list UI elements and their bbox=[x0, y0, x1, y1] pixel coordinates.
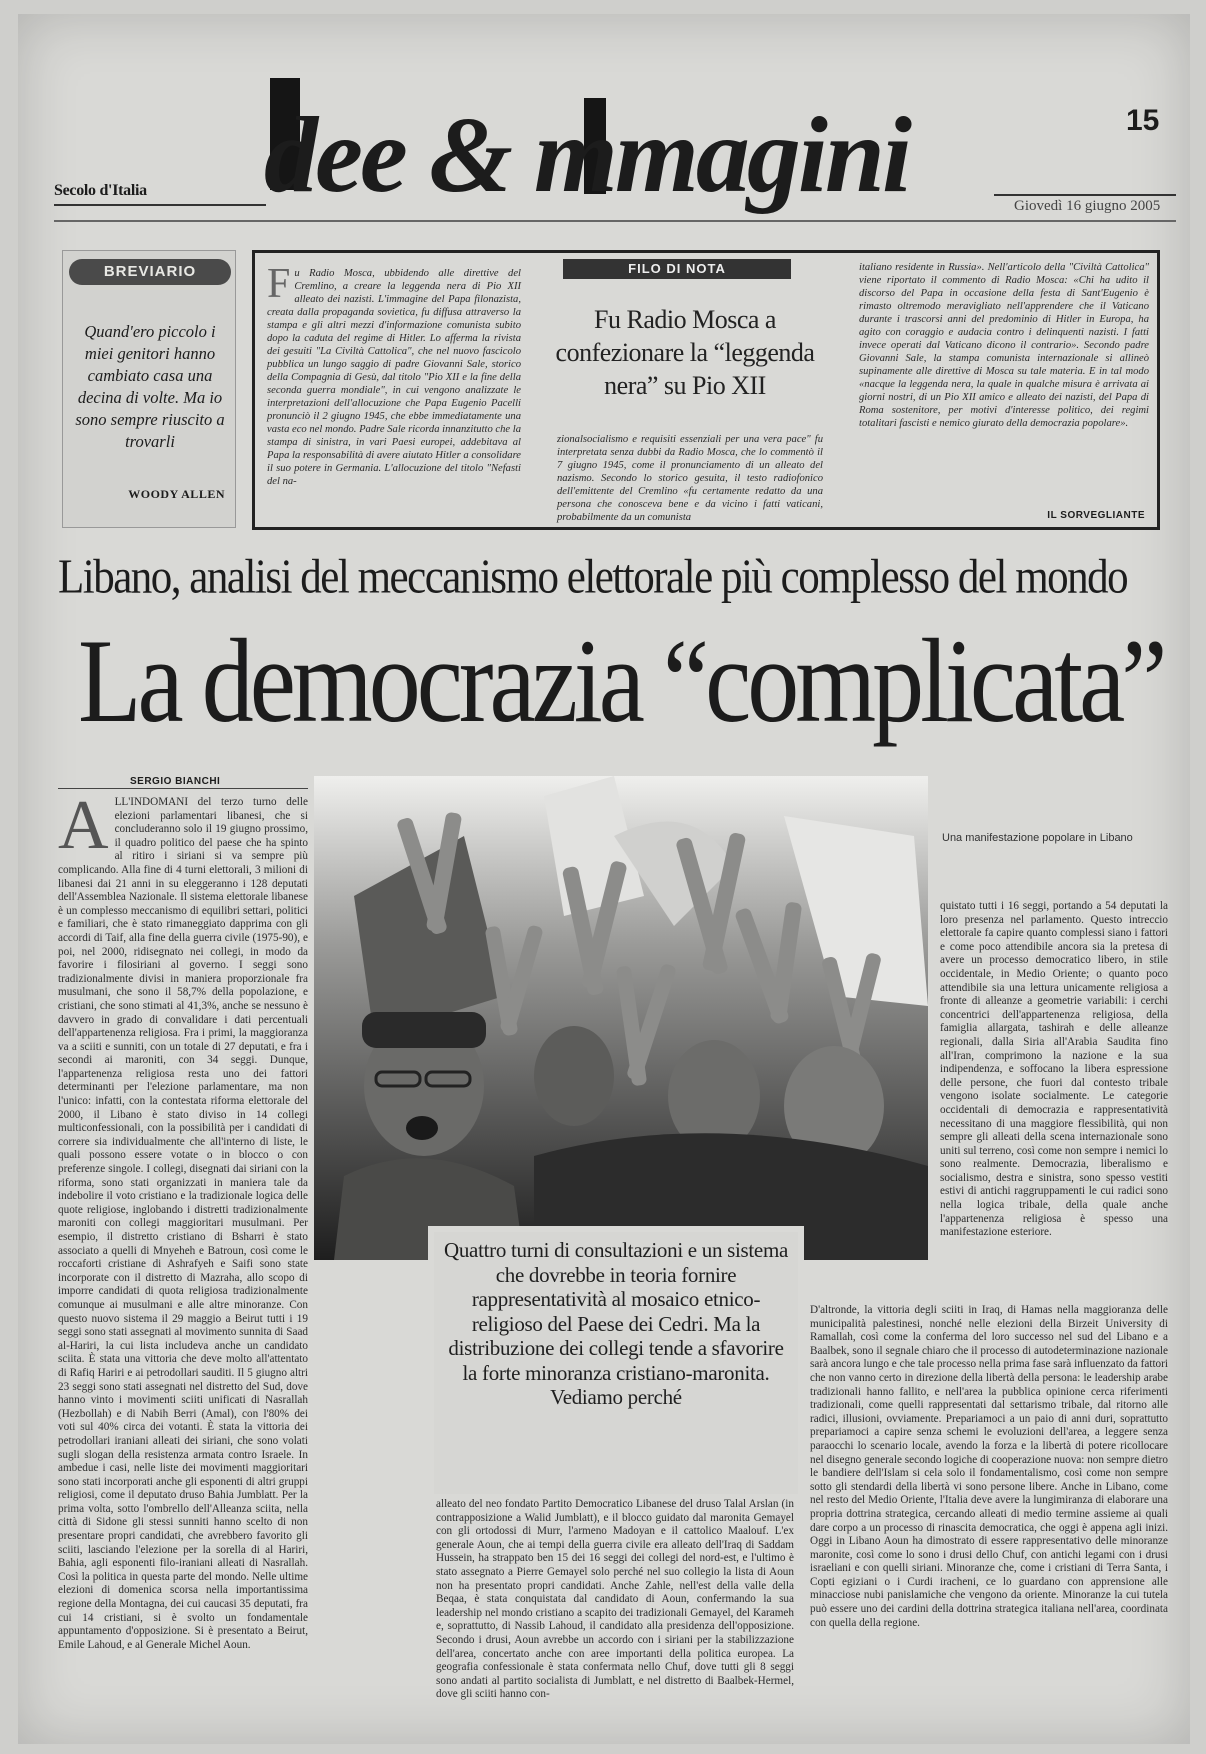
article-text-left: LL'INDOMANI del terzo turno delle elezioni parlamentari libanesi, che si concluderanno solo il 19 giugno prossimo, il quadro politico del paese che ha spinto al ritiro i siriani si va sempre più complicando. Alla fine di 4 turni elettorali, 3 milioni di libanesi dai 21 anni in su eleggeranno i 128 deputati dell'Assemblea Nazionale. Il sistema elettorale libanese è un complesso meccanismo di equilibri settari, politici e familiari, che è stato rimaneggiato dapprima con gli accordi di Taif, alla fine della guerra civile (1975-90), e poi, nel 2000, ridisegnato nei collegi, in modo da favorire i filosiriani al governo. I seggi sono tradizionalmente divisi in maniera proporzionale fra musulmani, che sono il 58,7% della popolazione, e cristiani, che sono stimati al 41,3%, anche se nessuno è davvero in grado di convalidare i dati percentuali dell'appartenenza religiosa. Fra i primi, la maggioranza va a sciiti e sunniti, con un totale di 27 deputati, e fra i secondi ai maroniti, con 34 seggi. Dunque, l'appartenenza religiosa resta uno dei fattori determinanti per l'elezione parlamentare, ma non l'unico: infatti, con la contestata riforma elettorale del 2000, il Libano è stato diviso in 14 collegi multiconfessionali, con la possibilità per i candidati di correre sia individualmente che all'interno di liste, le quali possono essere votate o in blocco o con preferenze singole. I collegi, disegnati dai siriani con la riforma, sono stati organizzati in maniera tale da indebolire il voto cristiano e la tradizionale logica delle quote religiose, inglobando i distretti tradizionalmente maroniti con collegi maggioritari musulmani. Per esempio, il distretto cristiano di Bsharri è stato associato a quelli di Mnyeheh e Batroun, così come le roccaforti cristiane di Ashrafyeh e Saifi sono state incorporate con il distretto di Mazraha, allo scopo di imporre candidati di quota religiosa tradizionalmente comunque ai musulmani e alle altre minoranze. Con questo nuovo sistema il 29 maggio a Beirut tutti i 19 seggi sono stati assegnati al movimento sunnita di Saad al-Hariri, la cui lista includeva anche un candidato sciita. È stata una vittoria che deve molto all'attentato di Rafiq Hariri e ai petrodollari sauditi. Il 5 giugno altri 23 seggi sono stati assegnati nel distretto del Sud, dove hanno vinto i movimenti sciiti unificati di Nasrallah (Hezbollah) e di Nabih Berri (Amal), con l'80% dei voti sul 40% circa dei votanti. È stata la vittoria dei petrodollari iraniani alleati dei siriani, che sono volati sugli slogan della resistenza armata contro Israele. In ambedue i casi, nelle liste dei movimenti maggioritari sono stati incorporati anche gli esponenti di altri gruppi religiosi, come il deputato druso Bahia Jumblatt. Per la prima volta, sotto l'ombrello dell'Alleanza sciita, nella città di Sidone gli stessi sunniti hanno scelto di non presentare propri candidati, che avrebbero favorito gli sciiti, lasciando l'elezione per la sorella di al Hariri, Bahia, agli esponenti filo-iraniani alleati di Nasrallah. Così la politica in questa parte del mondo. Nelle ultime elezioni di domenica scorsa nella importantissima regione della Montagna, dei cui caucasi 35 deputati, fra cui 14 cristiani, si è svolto un fondamentale appuntamento d'opposizione. Si è presentato a Beirut, Emile Lahoud, e al Generale Michel Aoun. bbox=[58, 796, 308, 1651]
article-headline: La democrazia “complicata” bbox=[78, 615, 1164, 748]
masthead-divider bbox=[54, 220, 1176, 222]
paper-name: Secolo d'Italia bbox=[54, 182, 147, 199]
protest-photo bbox=[314, 776, 928, 1260]
masthead-divider bbox=[994, 194, 1176, 196]
section-title: dee & mmagini bbox=[264, 96, 909, 215]
pull-quote bbox=[434, 1232, 798, 1494]
byline-divider bbox=[58, 788, 308, 789]
article-kicker: Libano, analisi del meccanismo elettorale più complesso del mondo bbox=[58, 551, 1128, 604]
article-column-right: quistato tutti i 16 seggi, portando a 54 deputati la loro presenza nel parlamento. Questo intreccio elettorale fa capire quanto complessi siano i fattori e come poco attendibile ancora sia la pretesa di avere un processo democratico libero, in stile occidentale, in Medio Oriente; o quanto poco attendibile sia una lettura unicamente religiosa a fronte di alleanze a geometrie variabili: i cerchi concentrici dell'appartenenza religiosa, della famiglia allargata, tashirah e delle alleanze regionali, dalla Siria all'Arabia Saudita fino all'Iran, comprimono la nazione e la sua indipendenza, e soffocano la libera espressione delle persone, che fuori dal contesto tribale vengono isolate socialmente. Le categorie occidentali di democrazia e rappresentatività necessitano di una maggiore flessibilità, qui non sempre gli alleati della scena internazionale sono uniti sul terreno, così come non sempre i nemici lo sono realmente. Democrazia, liberalismo e socialismo, destra e sinistra, sono spesso vestiti estivi di antichi raggruppamenti le cui radici sono nella logica tribale, della quale anche l'appartenenza religiosa è spesso una manifestazione esteriore. bbox=[940, 900, 1168, 1239]
article-column-bottom-middle: alleato del neo fondato Partito Democratico Libanese del druso Talal Arslan (in contrapposizione a Walid Jumblatt), e il blocco guidato dal maronita Gemayel con gli ortodossi di Murr, l'armeno Madoyan e il cattolico Maalouf. L'ex generale Aoun, che ai tempi della guerra civile era alleato dell'Iraq di Saddam Hussein, ha strappato ben 15 dei 16 seggi dei collegi del nord-est, e l'ultimo è stato assegnato a Pierre Gemayel solo perché nel suo collegio la lista di Aoun non ha presentato propri candidati. Anche Zahle, nell'est della valle della Beqaa, è stata conquistata dal candidato di Aoun, confermando la sua leadership nel mondo cristiano a scapito dei tradizionali Gemayel, del Karameh e, soprattutto, di Nassib Lahoud, il candidato alla presidenza dell'opposizione. Secondo i drusi, Aoun avrebbe un accordo con i siriani per la stabilizzazione dell'area, concertato anche con aree importanti della politica europea. La geografia confessionale è stata confermata nello Chuf, dove tutti gli 8 seggi sono andati al partito socialista di Jumblatt, e nel distretto di Baalbek-Hermel, dove gli sciiti hanno con- bbox=[436, 1498, 794, 1701]
breviario-author: WOODY ALLEN bbox=[128, 487, 225, 501]
filo-tag: FILO DI NOTA bbox=[563, 259, 791, 279]
filo-dropcap: F bbox=[267, 261, 291, 307]
filo-column-1 bbox=[267, 261, 522, 488]
breviario-box bbox=[62, 250, 236, 528]
masthead-divider bbox=[54, 204, 266, 206]
newspaper-page bbox=[18, 14, 1190, 1744]
page-number: 15 bbox=[1126, 104, 1160, 137]
article-dropcap: A bbox=[58, 796, 109, 864]
article-column-left bbox=[58, 796, 308, 1736]
filo-di-nota-box bbox=[252, 250, 1160, 530]
filo-column-3: italiano residente in Russia». Nell'articolo della "Civiltà Cattolica" viene riportato il commento di Radio Mosca: «Chi ha udito il discorso del Papa in occasione della festa di Sant'Eugenio è rimasto oltremodo meravigliato nell'apprendere che il Vaticano durante i trascorsi anni del predominio di Hitler in Europa, ha agito con coraggio e audacia contro i delinquenti nazisti. I fatti invece operati dal Vaticano dicono il contrario». Secondo padre Giovanni Sale, la stampa comunista internazionale si allineò supinamente alle direttive di Mosca su tale materia. E in tal modo «nacque la leggenda nera, la quale in qualche misura è arrivata ai giorni nostri, di un Pio XII amico e alleato dei nazisti, del Papa di Roma sostenitore, per motivi d'interesse politico, dei regimi totalitari fascisti e nemico giurato della democrazia popolare». bbox=[859, 262, 1149, 429]
filo-headline: Fu Radio Mosca a confezionare la “leggenda nera” su Pio XII bbox=[555, 305, 815, 400]
issue-date: Giovedì 16 giugno 2005 bbox=[1014, 198, 1161, 214]
filo-column-2: zionalsocialismo e requisiti essenziali per una vera pace" fu interpretata senza dubbi da Radio Mosca, che lo commentò il 7 giugno 1945, come il pronunciamento di un alleato del nazismo. Secondo lo storico gesuita, il testo radiofonico dell'emittente del Cremlino «fu certamente redatto da una persona che conosceva bene e da vicino i fatti vaticani, probabilmente da un comunista bbox=[557, 434, 823, 523]
protest-photo-illustration bbox=[314, 776, 928, 1260]
article-column-bottom-right: D'altronde, la vittoria degli sciiti in Iraq, di Hamas nella maggioranza delle municipalità palestinesi, nonché nelle elezioni della Birzeit University di Ramallah, così come la conferma del loro successo nel sud del Libano e a Baalbek, sono il segnale chiaro che il processo di autodeterminazione nazionale sarà ancora lungo e che tale processo nella prima fase sarà influenzato da fattori che non vanno certo in direzione della libertà della persona: le leadership arabe tradizionali hanno fallito, e nell'area la pubblica opinione cerca riferimenti tradizionali, come quelli rappresentati dal settarismo tribale, dal ritorno alle radici, illusioni, ovviamente. Prepariamoci a un paio di anni duri, soprattutto prepariamoci a capire senza schemi le evoluzioni dell'area, a leggere senza paraocchi lo scenario locale, avendo la forza e la libertà di potere ricollocare nel disegno generale secondo logiche di cooperazione nuova: non sempre dietro le bandiere dell'Islam si cela solo il fondamentalismo, così come non sempre sotto gli stendardi della libertà vi sono persone libere. Anche in Libano, come nel resto del Medio Oriente, l'Italia deve avere la lungimiranza di elaborare una propria dottrina strategica, cercando alleati di medio termine assieme ai quali dare corpo a un processo di rinascita democratica, che oggi è appena agli inizi. Oggi in Libano Aoun ha dimostrato di essere rappresentativo delle minoranze maronite, così come lo sono i drusi dello Chuf, con antichi legami con i drusi israeliani e con quelli siriani. Minoranze che, come i cristiani di Terra Santa, i Copti egiziani o i Curdi iracheni, ce lo guardano con apprensione alle minacciose nubi panislamiche che vengono da oriente. Minoranze la cui tutela può essere uno dei cardini della dottrina strategica italiana nell'area, coordinata con quella della regione. bbox=[810, 1304, 1168, 1629]
breviario-tag: BREVIARIO bbox=[69, 259, 231, 285]
filo-text-1: u Radio Mosca, ubbidendo alle direttive del Cremlino, a creare la leggenda nera di Pio XII alleato dei nazisti. L'immagine del Papa filonazista, creata dalla propaganda sovietica, fu diffusa attraverso la stampa e gli altri mezzi d'informazione comunista subito dopo la caduta del regime di Hitler. Lo afferma la rivista dei gesuiti "La Civiltà Cattolica", che nel nuovo fascicolo pubblica un lungo saggio di padre Giovanni Sale, storico della Compagnia di Gesù, dal titolo "Pio XII e la fine della seconda guerra mondiale", in cui vengono analizzate le interpretazioni dell'allocuzione che Papa Eugenio Pacelli pronunciò il 2 giugno 1945, che ebbe immediatamente una vasta eco nel mondo. Padre Sale ricorda innanzitutto che la stampa di sinistra, in vari Paesi europei, addebitava al Papa la responsabilità di avere aiutato Hitler a consolidare il suo potere in Germania. L'allocuzione del titolo "Nefasti del na- bbox=[267, 268, 522, 487]
pull-quote-text: Quattro turni di consultazioni e un sistema che dovrebbe in teoria fornire rappresentatività al mosaico etnico-religioso del Paese dei Cedri. Ma la distribuzione dei collegi tende a sfavorire la forte minoranza cristiano-maronita. Vediamo perché bbox=[443, 1238, 789, 1409]
filo-signature: IL SORVEGLIANTE bbox=[1047, 510, 1145, 521]
article-byline: SERGIO BIANCHI bbox=[130, 776, 221, 787]
photo-caption: Una manifestazione popolare in Libano bbox=[942, 832, 1133, 844]
breviario-quote: Quand'ero piccolo i miei genitori hanno cambiato casa una decina di volte. Ma io sono sempre riuscito a trovarli bbox=[75, 322, 225, 451]
